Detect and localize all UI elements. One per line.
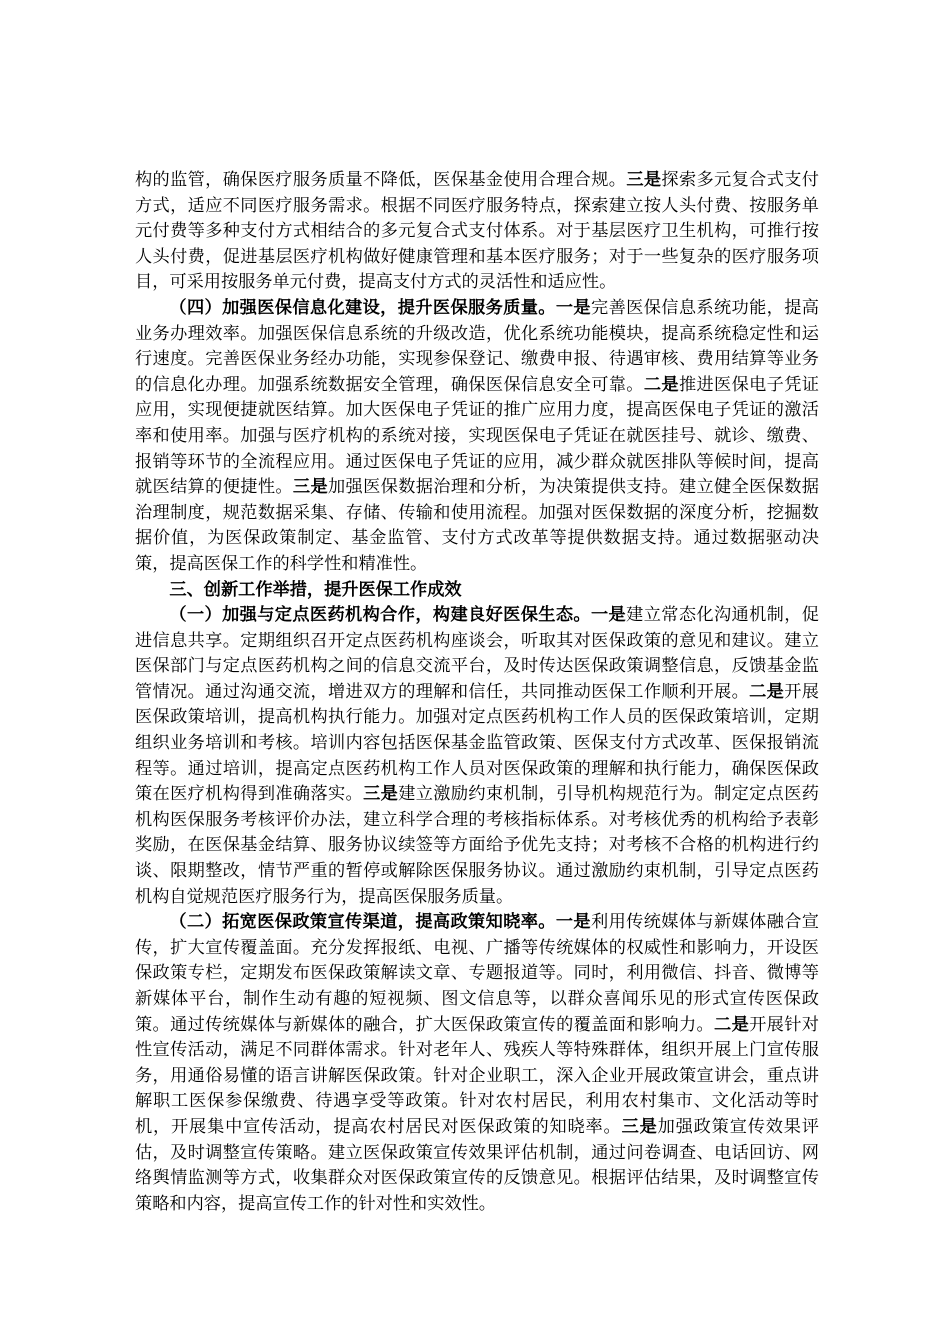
text-run: 建立激励约束机制，引导机构规范行为。制定定点医药机构医保服务考核评价办法，建立科学合理的考核指标体系。对考核优秀的机构给予表彰奖励，在医保基金结算、服务协议续签等方面给予优先支持；对考核不合格的机构进行约谈、限期整改，情节严重的暂停或解除医保服务协议。通过激励约束机制，引导定点医药机构自觉规范医疗服务行为，提高医保服务质量。 <box>135 784 819 907</box>
text-run: 加强政策宣传效果评估，及时调整宣传策略。建立医保政策宣传效果评估机制，通过问卷调查、电话回访、网络舆情监测等方式，收集群众对医保政策宣传的反馈意见。根据评估结果，及时调整宣传策略和内容，提高宣传工作的针对性和实效性。 <box>135 1116 819 1214</box>
text-run: 构的监管，确保医疗服务质量不降低，医保基金使用合理合规。 <box>135 170 627 190</box>
text-run: 开展针对性宣传活动，满足不同群体需求。针对老年人、残疾人等特殊群体，组织开展上门宣传服务，用通俗易懂的语言讲解医保政策。针对企业职工，深入企业开展政策宣讲会，重点讲解职工医保参保缴费、待遇享受等政策。针对农村居民，利用农村集市、文化活动等时机，开展集中宣传活动，提高农村居民对医保政策的知晓率。 <box>135 1014 819 1137</box>
text-run: 推进医保电子凭证应用，实现便捷就医结算。加大医保电子凭证的推广应用力度，提高医保电子凭证的激活率和使用率。加强与医疗机构的系统对接，实现医保电子凭证在就医挂号、就诊、缴费、报销等环节的全流程应用。通过医保电子凭证的应用，减少群众就医排队等候时间，提高就医结算的便捷性。 <box>135 374 819 498</box>
text-run-bold: 三是 <box>621 1116 658 1137</box>
text-run-bold: 三是 <box>363 784 399 805</box>
text-run-bold: 一是 <box>555 912 591 933</box>
text-run-bold: 一是 <box>555 297 591 318</box>
document-body <box>135 168 819 1217</box>
paragraph-publicity <box>135 910 819 1217</box>
text-run: 加强医保数据治理和分析，为决策提供支持。建立健全医保数据治理制度，规范数据采集、存储、传输和使用流程。加强对医保数据的深度分析，挖掘数据价值，为医保政策制定、基金监管、支付方式改革等提供数据支持。通过数据驱动决策，提高医保工作的科学性和精准性。 <box>135 477 819 574</box>
paragraph-payment-continuation <box>135 168 819 296</box>
chapter-heading-text: 三、创新工作举措，提升医保工作成效 <box>169 579 462 600</box>
section-heading: （一）加强与定点医药机构合作，构建良好医保生态。 <box>169 605 591 626</box>
text-run: 利用传统媒体与新媒体融合宣传，扩大宣传覆盖面。充分发挥报纸、电视、广播等传统媒体的权威性和影响力，开设医保政策专栏，定期发布医保政策解读文章、专题报道等。同时，利用微信、抖音、微博等新媒体平台，制作生动有趣的短视频、图文信息等，以群众喜闻乐见的形式宣传医保政策。通过传统媒体与新媒体的融合，扩大医保政策宣传的覆盖面和影响力。 <box>135 912 819 1035</box>
text-run-bold: 三是 <box>292 477 329 498</box>
text-run: 建立常态化沟通机制，促进信息共享。定期组织召开定点医药机构座谈会，听取其对医保政策的意见和建议。建立医保部门与定点医药机构之间的信息交流平台，及时传达医保政策调整信息，反馈基金监管情况。通过沟通交流，增进双方的理解和信任，共同推动医保工作顺利开展。 <box>135 605 819 702</box>
section-heading: （四）加强医保信息化建设，提升医保服务质量。 <box>169 297 556 318</box>
text-run-bold: 二是 <box>714 1014 750 1035</box>
text-run: 完善医保信息系统功能，提高业务办理效率。加强医保信息系统的升级改造，优化系统功能模块，提高系统稳定性和运行速度。完善医保业务经办功能，实现参保登记、缴费申报、待遇审核、费用结算等业务的信息化办理。加强系统数据安全管理，确保医保信息安全可靠。 <box>135 297 819 395</box>
text-run: 探索多元复合式支付方式，适应不同医疗服务需求。根据不同医疗服务特点，探索建立按人头付费、按服务单元付费等多种支付方式相结合的多元复合式支付体系。对于基层医疗卫生机构，可推行按人头付费，促进基层医疗机构做好健康管理和基本医疗服务；对于一些复杂的医疗服务项目，可采用按服务单元付费，提高支付方式的灵活性和适应性。 <box>135 170 819 293</box>
text-run-bold: 二是 <box>749 681 785 702</box>
paragraph-informatization <box>135 296 819 578</box>
text-run-bold: 三是 <box>626 170 662 190</box>
text-run: 开展医保政策培训，提高机构执行能力。加强对定点医药机构工作人员的医保政策培训，定期组织业务培训和考核。培训内容包括医保基金监管政策、医保支付方式改革、医保报销流程等。通过培训，提高定点医药机构工作人员对医保政策的理解和执行能力，确保医保政策在医疗机构得到准确落实。 <box>135 681 819 805</box>
chapter-heading <box>135 578 819 604</box>
section-heading: （二）拓宽医保政策宣传渠道，提高政策知晓率。 <box>169 912 556 933</box>
text-run-bold: 一是 <box>590 605 627 626</box>
text-run-bold: 二是 <box>643 374 679 395</box>
paragraph-cooperation <box>135 603 819 910</box>
